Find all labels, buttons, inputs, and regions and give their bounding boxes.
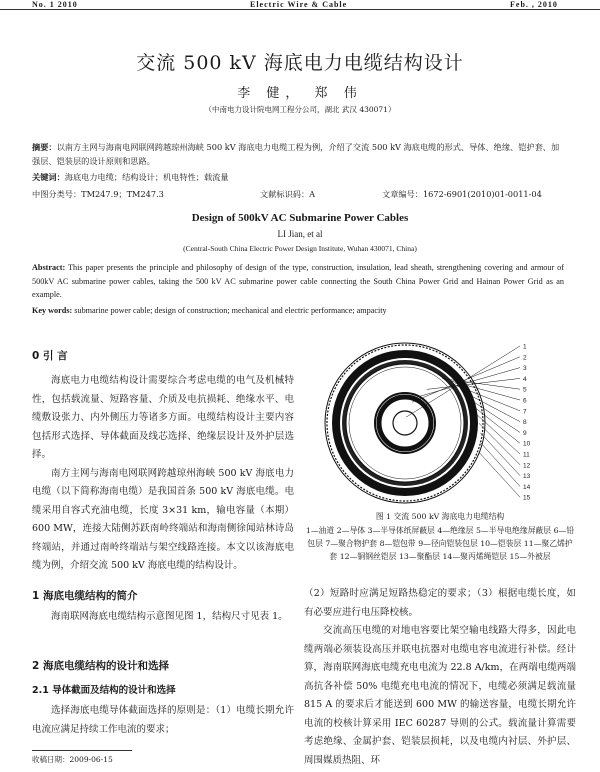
english-keywords-label: Key words: (32, 306, 73, 315)
leader-line-12 (479, 423, 520, 465)
section-0-paragraph-2: 南方主网与海南电网联网跨越琼州海峡 500 kV 海底电力电缆（以下简称海南电缆）是我国首条 500 kV 海底电缆。电缆采用自容式充油电缆，长度 3×31 km，输电容量（本期）600 MW，连接大陆侧苏跃南岭终端站和海南侧徐闻站林诗岛终端站，并通过南岭终端站与架空线路连接。本文以该海底电缆为例，介绍交流 500 kV 海底电缆的结构设计。 (32, 467, 294, 571)
abstract-cn-text: 以南方主网与海南电网联网跨越琼州海峡 500 kV 海底电力电缆工程为例，介绍了交流 500 kV 海底电缆的形式、导体、绝缘、铠护套、加强层、铠装层的设计原则和思路。 (32, 142, 560, 166)
figure-label-13: 13 (523, 473, 531, 481)
figure-label-12: 12 (523, 462, 531, 470)
figure-caption: 图 1 交流 500 kV 海底电力电缆结构 (375, 512, 505, 521)
leader-line-13 (480, 433, 520, 476)
abstract-cn (32, 140, 564, 168)
leader-line-14 (481, 443, 521, 487)
english-abstract (32, 261, 564, 302)
oil-duct (393, 411, 417, 435)
figure-label-5: 5 (523, 386, 527, 394)
abstract-cn-label: 摘要： (32, 142, 57, 152)
section-0-paragraph-1: 海底电力电缆结构设计需要综合考虑电缆的电气及机械特性，包括载流量、短路容量、介质及电抗损耗、绝缘水平、电缆敷设张力、内外侧压力等诸多方面。电缆结构设计主要内容包括形式选择、导体截面及线芯选择、绝缘层设计及外护层选择。 (32, 375, 294, 460)
footnote-rule (32, 750, 132, 751)
figure-label-14: 14 (523, 483, 531, 491)
figure-label-3: 3 (523, 365, 527, 373)
figure-label-8: 8 (523, 419, 527, 427)
english-affiliation: (Central-South China Electric Power Design Institute, Wuhan 430071, China) (183, 244, 417, 253)
right-column-body (304, 585, 576, 770)
figure-label-15: 15 (523, 494, 531, 502)
clc-number: 中图分类号：TM247.9；TM247.3 (32, 189, 164, 199)
figure-label-11: 11 (523, 451, 530, 459)
figure-label-6: 6 (523, 397, 527, 405)
paper-title: 交流 500 kV 海底电力电缆结构设计 (136, 52, 464, 74)
section-1-body (32, 608, 294, 627)
section-2-body (32, 702, 294, 739)
figure-label-9: 9 (523, 429, 527, 437)
article-number: 文章编号：1672-6901(2010)01-0011-04 (382, 189, 542, 199)
figure-label-1: 1 (523, 343, 527, 351)
leader-line-15 (479, 453, 520, 498)
issue-number: No. 1 2010 (32, 0, 78, 9)
right-column-paragraph-1: （2）短路时应满足短路热稳定的要求；（3）根据电缆长度，如有必要应进行电压降校核。 (304, 588, 576, 618)
journal-name: Electric Wire & Cable (250, 0, 348, 9)
section-2-paragraph-1: 选择海底电缆导体截面选择的原则是：（1）电缆长期允许电流应满足持续工作电流的要求； (32, 705, 294, 735)
section-1-heading: 1 海底电缆结构的简介 (32, 590, 138, 602)
running-header (0, 0, 600, 10)
issue-date: Feb. , 2010 (510, 0, 558, 9)
received-date: 收稿日期：2009-06-15 (32, 755, 113, 764)
figure-label-4: 4 (523, 375, 527, 383)
doc-code: 文献标识码：A (260, 189, 316, 199)
figure-legend: 1—油道 2—导体 3—半导体纸屏蔽层 4—绝缘层 5—半导电绝缘屏蔽层 6—铅包层 7—聚合物护套 8—铠包带 9—径向铠装包层 10—铠装层 11—聚乙烯护套 12—铜钢丝铠层 13—聚酯层 14—聚丙烯绳铠层 15—外被层 (305, 526, 575, 561)
keywords-cn (32, 172, 564, 183)
section-0-body (32, 372, 294, 576)
keywords-cn-text: 海底电力电缆；结构设计；机电特性；载流量 (64, 172, 229, 182)
figure-label-2: 2 (523, 354, 527, 362)
english-abstract-text: This paper presents the principle and philosophy of design of the type, construction, insulation, lead sheath, strengthening covering and armour of 500kV AC submarine power cables, taking the 500 kV AC submarine power cable connecting the South China Power Grid and Hainan Power Grid as an example. (32, 263, 564, 299)
english-abstract-label: Abstract: (32, 263, 66, 272)
cable-cross-section-figure (310, 338, 572, 508)
section-2-heading: 2 海底电缆结构的设计和选择 (32, 660, 169, 672)
figure-label-10: 10 (523, 440, 531, 448)
english-keywords (32, 306, 564, 315)
affiliation: （中南电力设计院电网工程分公司，湖北 武汉 430071） (204, 105, 396, 114)
keywords-cn-label: 关键词： (32, 172, 65, 182)
authors: 李 健， 郑 伟 (237, 86, 363, 101)
right-column-paragraph-2: 交流高压电缆的对地电容要比架空输电线路大得多，因此电缆两端必须装设高压并联电抗器对电缆电容电流进行补偿。经计算，海南联网海底电缆充电电流为 22.8 A/km，在两端电缆两端高抗各补偿 50% 电缆充电电流的情况下，电缆必须满足载流量 815 A 的要求后才能送到 600 MW 的输送容量，电缆长期允许电流的校核计算采用 IEC 60287 导则的公式。载流量计算需要考虑绝缘、金属护套、铠装层损耗，以及电缆内衬层、外护层、周围媒质热阻、环 (304, 625, 576, 766)
section-0-heading: 0 引 言 (32, 350, 68, 362)
english-title: Design of 500kV AC Submarine Power Cables (191, 212, 409, 224)
figure-label-7: 7 (523, 408, 527, 416)
section-1-paragraph-1: 海南联网海底电缆结构示意图见图 1，结构尺寸见表 1。 (51, 611, 288, 622)
section-2-1-heading: 2.1 导体截面及结构的设计和选择 (32, 685, 176, 696)
english-keywords-text: submarine power cable; design of construction; mechanical and electric performance; ampacity (74, 306, 387, 315)
english-author: LI Jian, et al (277, 229, 323, 239)
